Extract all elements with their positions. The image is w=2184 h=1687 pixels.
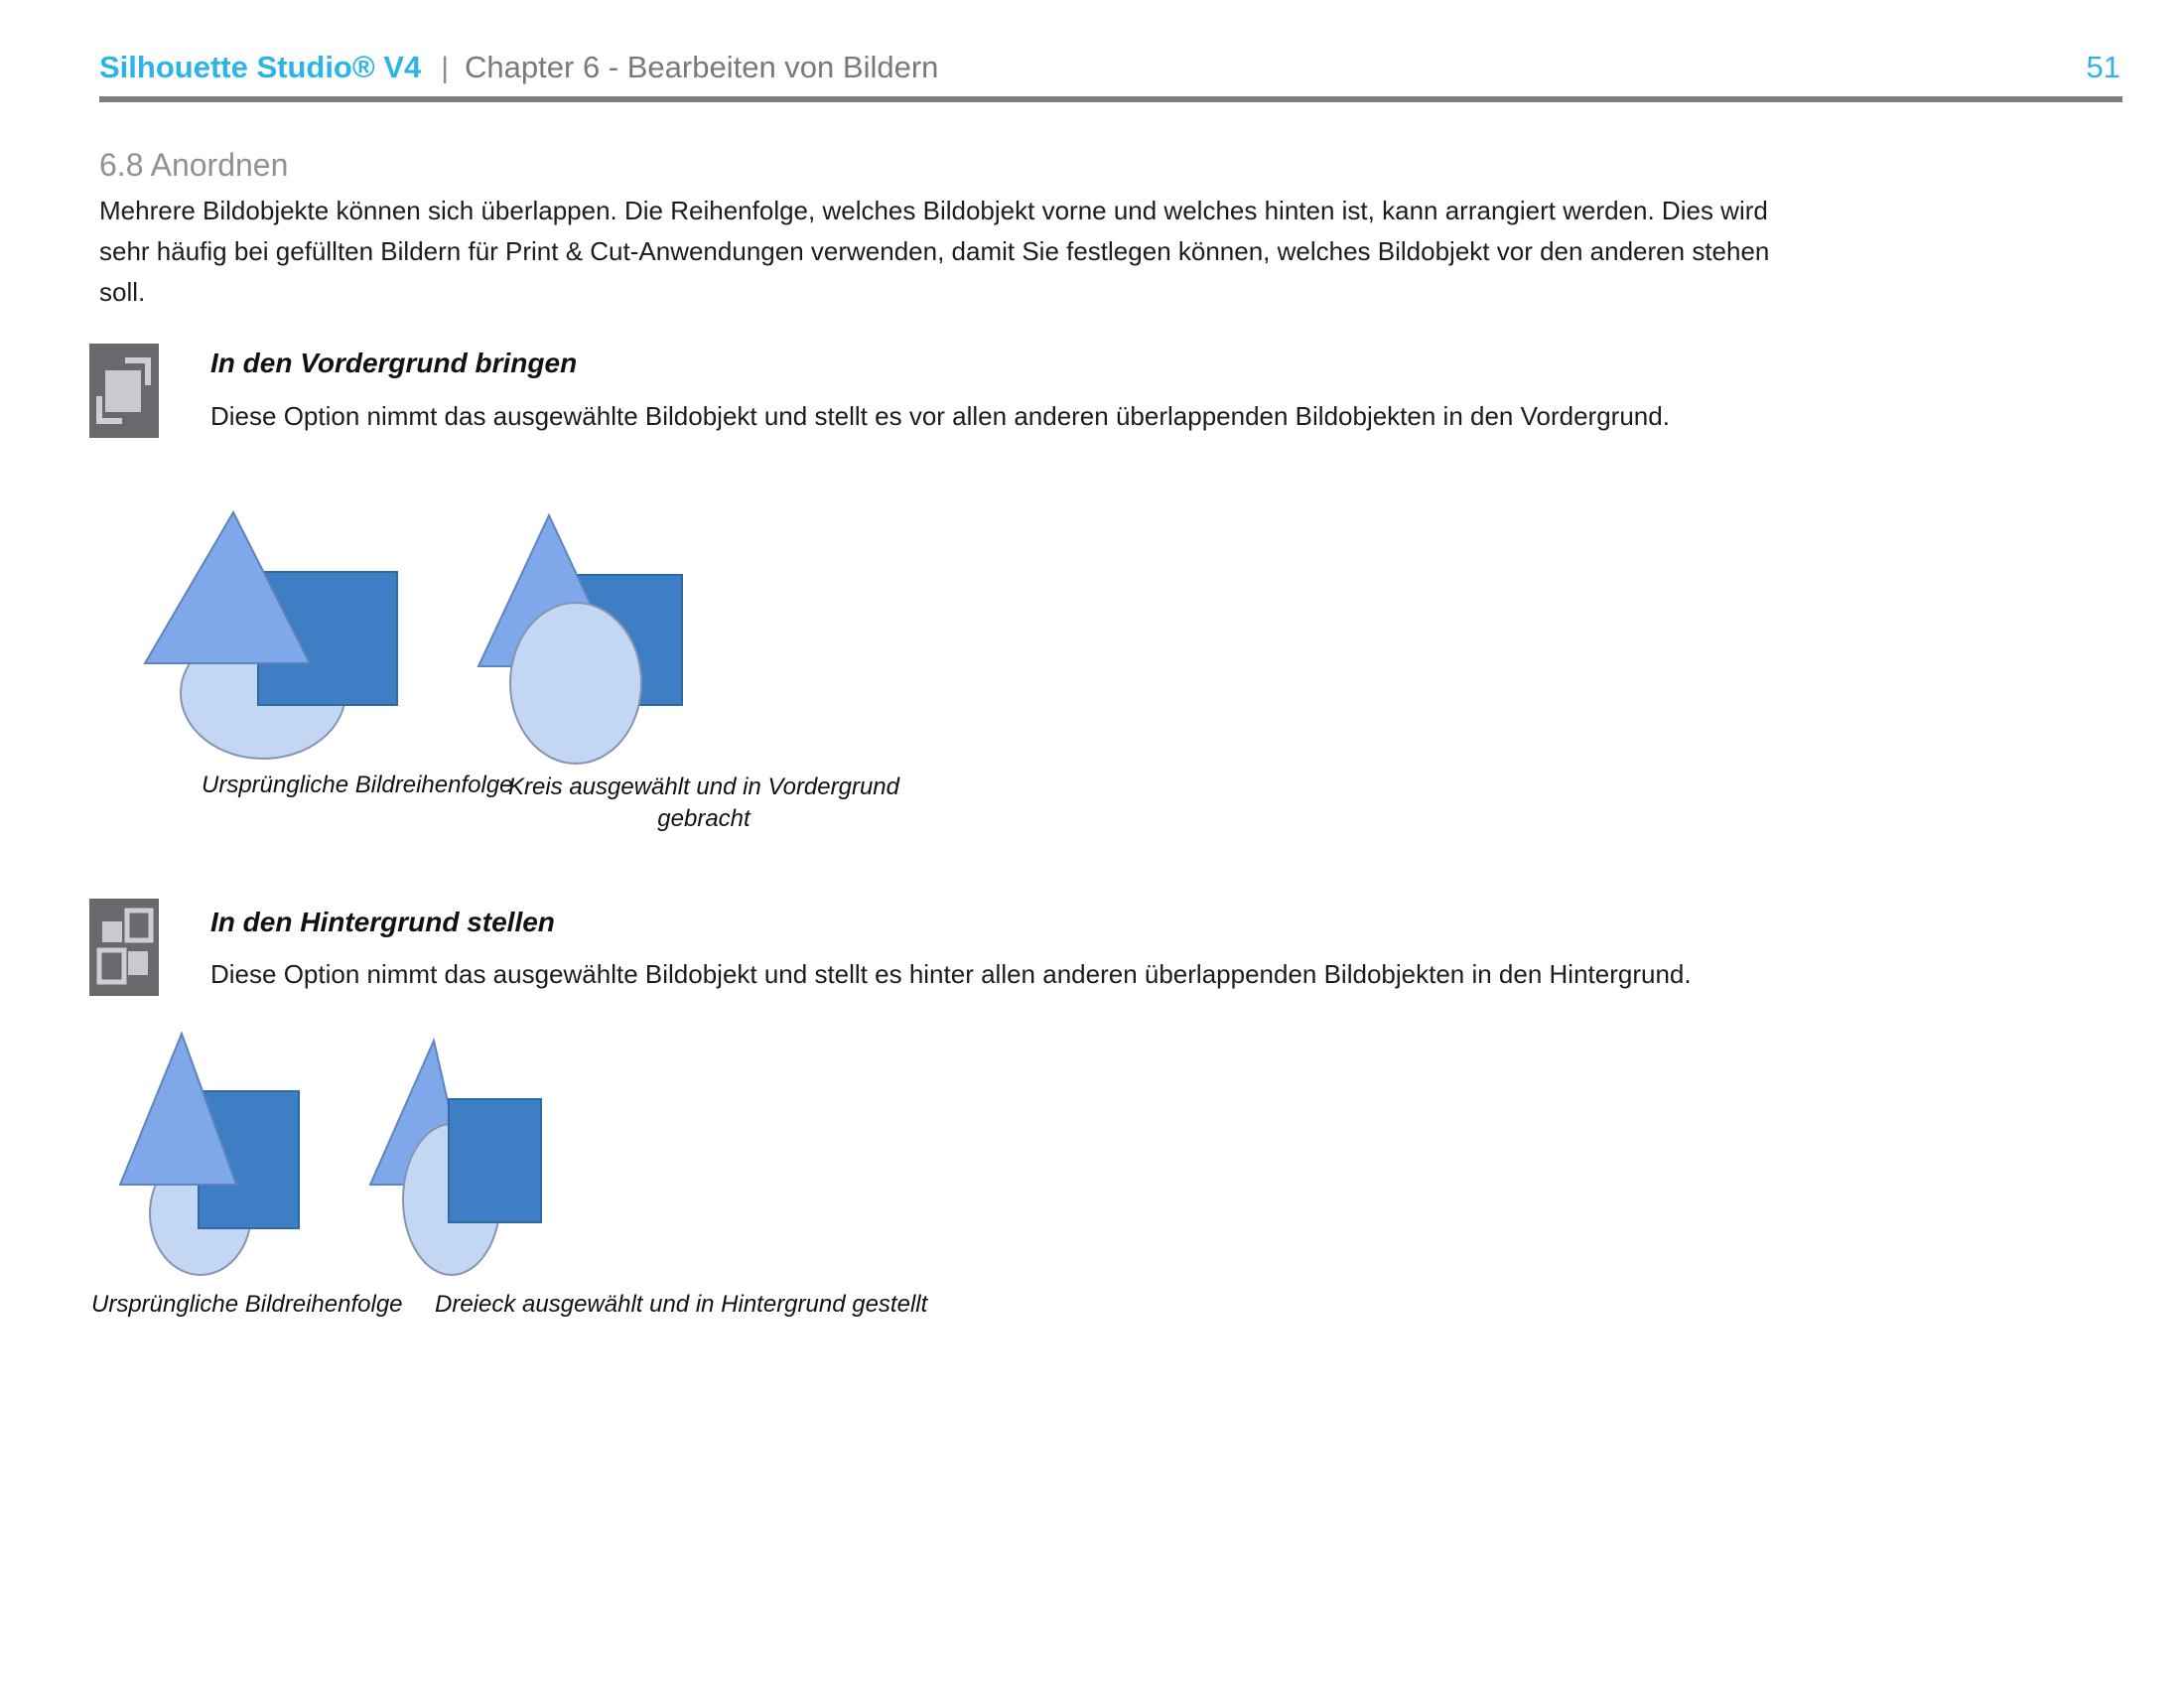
brand-title: Silhouette Studio® V4 xyxy=(99,50,422,84)
feature-desc-hintergrund: Diese Option nimmt das ausgewählte Bildobjekt und stellt es hinter allen anderen überlappenden Bildobjekten in den Hintergrund. xyxy=(210,959,1692,989)
illustration-original-order-1 xyxy=(139,501,407,772)
square-shape xyxy=(449,1099,541,1222)
paragraph-line: Mehrere Bildobjekte können sich überlappen. Die Reihenfolge, welches Bildobjekt vorne und welches hinten ist, kann arrangiert werden. Dies wird xyxy=(99,196,1768,225)
paragraph-line: sehr häufig bei gefüllten Bildern für Print & Cut-Anwendungen verwenden, damit Sie festlegen können, welches Bildobjekt vor den anderen stehen xyxy=(99,236,1770,266)
caption-original-order-2: Ursprüngliche Bildreihenfolge xyxy=(91,1291,403,1318)
feature-heading-hintergrund: In den Hintergrund stellen xyxy=(210,907,555,937)
bring-to-front-icon xyxy=(89,344,159,438)
paragraph-line: soll. xyxy=(99,277,146,307)
feature-desc-vordergrund: Diese Option nimmt das ausgewählte Bildobjekt und stellt es vor allen anderen überlappenden Bildobjekten in den Vordergrund. xyxy=(210,401,1670,431)
chapter-title: Chapter 6 - Bearbeiten von Bildern xyxy=(465,50,939,84)
illustration-circle-to-front xyxy=(467,501,700,772)
page-number: 51 xyxy=(2086,50,2120,84)
section-title: 6.8 Anordnen xyxy=(99,147,289,183)
feature-heading-vordergrund: In den Vordergrund bringen xyxy=(210,348,578,378)
header-separator: | xyxy=(441,52,450,84)
caption-circle-front: Kreis ausgewählt und in Vordergrund gebracht xyxy=(507,773,900,832)
send-to-back-icon xyxy=(89,899,159,996)
illustration-original-order-2 xyxy=(104,1023,313,1283)
illustration-triangle-to-back xyxy=(352,1023,551,1283)
header-rule xyxy=(99,96,2122,102)
circle-shape xyxy=(510,603,641,764)
caption-triangle-back: Dreieck ausgewählt und in Hintergrund gestellt xyxy=(435,1291,928,1318)
page-header xyxy=(99,50,938,85)
caption-original-order-1: Ursprüngliche Bildreihenfolge xyxy=(202,772,513,798)
section-paragraph xyxy=(99,191,1769,313)
